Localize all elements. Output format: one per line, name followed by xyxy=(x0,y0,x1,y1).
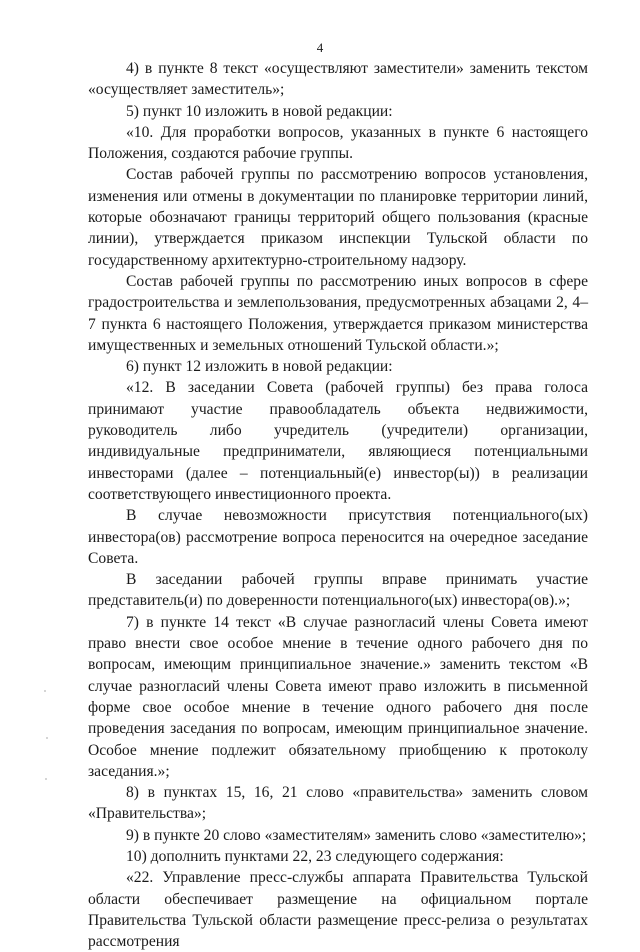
paragraph-item-8: 8) в пунктах 15, 16, 21 слово «правительства» заменить словом «Правительства»; xyxy=(88,784,588,823)
paragraph-other-issues-group: Состав рабочей группы по рассмотрению иных вопросов в сфере градостроительства и землепользования, предусмотренных абзацами 2, 4–7 пункта 6 настоящего Положения, утверждается приказом министерства имущественных и земельных отношений Тульской области.»; xyxy=(88,272,588,354)
paragraph-clause-10: «10. Для проработки вопросов, указанных в пункте 6 настоящего Положения, создаются рабочие группы. xyxy=(88,123,588,163)
paragraph-item-7: 7) в пункте 14 текст «В случае разногласий члены Совета имеют право внести свое особое мнение в течение одного рабочего дня по вопросам, имеющим принципиальное значение.» заменить текстом «В случае разногласий члены Совета имеют право изложить в письменной форме свое особое мнение в течение одного рабочего дня после проведения заседания по вопросам, имеющим принципиальное значение. Особое мнение подлежит обязательному приобщению к протоколу заседания.»; xyxy=(88,613,588,780)
scan-speck xyxy=(44,690,46,692)
page-number: 4 xyxy=(316,40,324,55)
paragraph-red-lines-group: Состав рабочей группы по рассмотрению вопросов установления, изменения или отмены в документации по планировке территории линий, которые обозначают границы территорий общего пользования (красные линии), утверждается приказом инспекции Тульской области по государственному архитектурно-строительному надзору. xyxy=(88,166,588,269)
scan-speck xyxy=(45,778,47,780)
document-body xyxy=(88,58,588,952)
paragraph-item-4: 4) в пункте 8 текст «осуществляют заместители» заменить текстом «осуществляет заместитель»; xyxy=(88,60,588,99)
paragraph-representative: В заседании рабочей группы вправе принимать участие представитель(и) по доверенности потенциального(ых) инвестора(ов).»; xyxy=(88,571,588,610)
scan-speck xyxy=(46,737,48,739)
paragraph-clause-22: «22. Управление пресс-службы аппарата Правительства Тульской области обеспечивает размещение на официальном портале Правительства Тульской области размещение пресс-релиза о результатах рассмотрения xyxy=(88,869,588,951)
paragraph-clause-12: «12. В заседании Совета (рабочей группы) без права голоса принимают участие правообладатель объекта недвижимости, руководитель либо учредитель (учредители) организации, индивидуальные предприниматели, являющиеся потенциальными инвесторами (далее – потенциальный(е) инвестор(ы)) в реализации соответствующего инвестиционного проекта. xyxy=(88,379,588,503)
paragraph-item-9: 9) в пункте 20 слово «заместителям» заменить слово «заместителю»; xyxy=(126,826,587,844)
paragraph-item-6: 6) пункт 12 изложить в новой редакции: xyxy=(126,358,393,376)
paragraph-item-10: 10) дополнить пунктами 22, 23 следующего содержания: xyxy=(126,847,504,865)
paragraph-investor-absence: В случае невозможности присутствия потенциального(ых) инвестора(ов) рассмотрение вопроса переносится на очередное заседание Совета. xyxy=(88,507,588,567)
paragraph-item-5: 5) пункт 10 изложить в новой редакции: xyxy=(126,102,393,120)
